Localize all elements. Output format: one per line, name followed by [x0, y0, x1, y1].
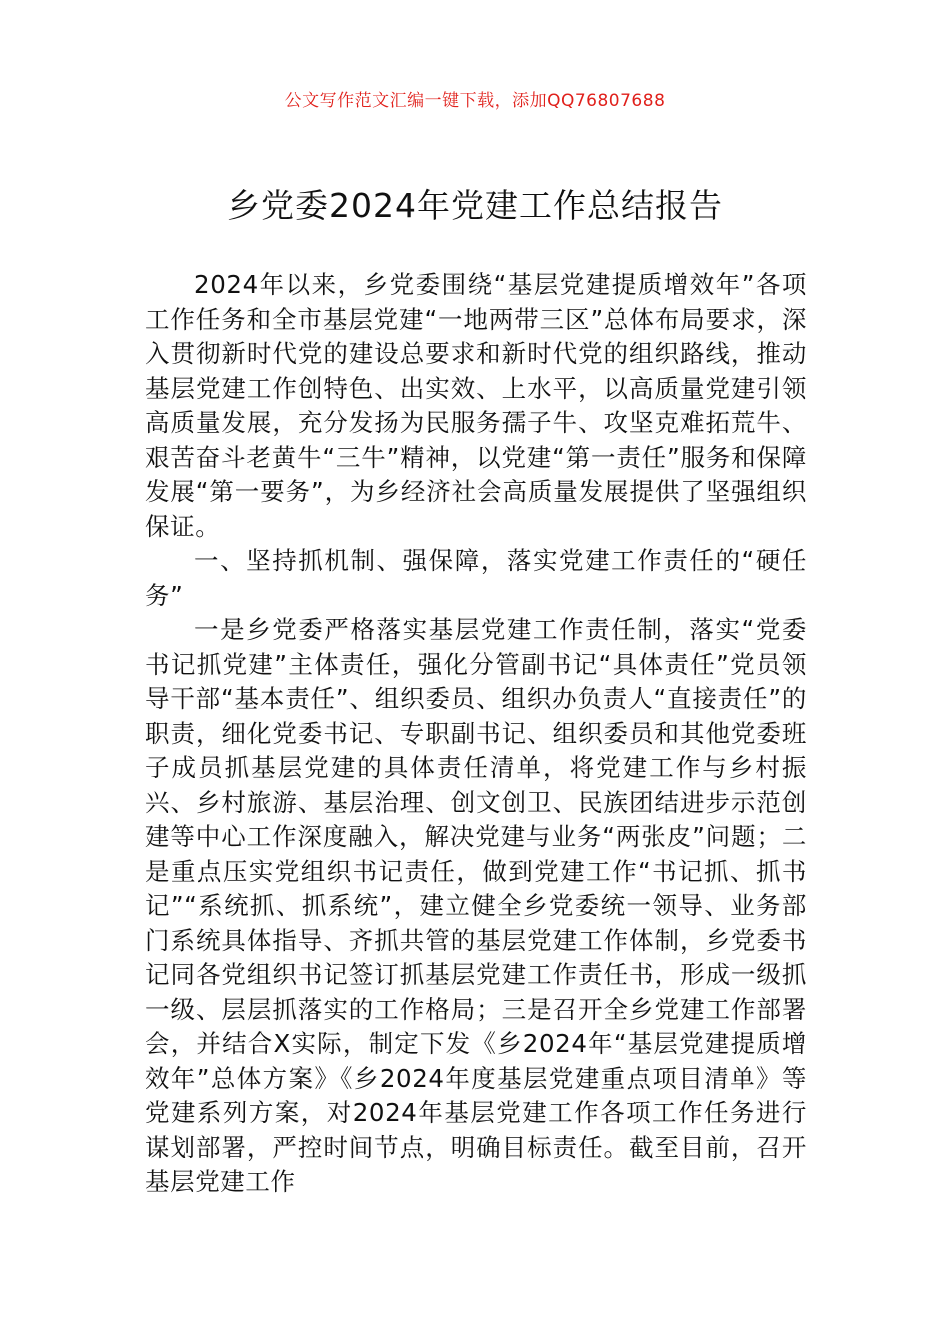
- section-heading-1: 一、坚持抓机制、强保障，落实党建工作责任的“硬任务”: [145, 546, 807, 610]
- header-download-note[interactable]: 公文写作范文汇编一键下载，添加QQ76807688: [284, 91, 666, 111]
- paragraph-section-1: 一是乡党委严格落实基层党建工作责任制，落实“党委书记抓党建”主体责任，强化分管副书记“具体责任”党员领导干部“基本责任”、组织委员、组织办负责人“直接责任”的职责，细化党委书记、专职副书记、组织委员和其他党委班子成员抓基层党建的具体责任清单，将党建工作与乡村振兴、乡村旅游、基层治理、创文创卫、民族团结进步示范创建等中心工作深度融入，解决党建与业务“两张皮”问题；二是重点压实党组织书记责任，做到党建工作“书记抓、抓书记”“系统抓、抓系统”，建立健全乡党委统一领导、业务部门系统具体指导、齐抓共管的基层党建工作体制，乡党委书记同各党组织书记签订抓基层党建工作责任书，形成一级抓一级、层层抓落实的工作格局；三是召开全乡党建工作部署会，并结合X实际，制定下发《乡2024年“基层党建提质增效年”总体方案》《乡2024年度基层党建重点项目清单》等党建系列方案，对2024年基层党建工作各项工作任务进行谋划部署，严控时间节点，明确目标责任。截至目前，召开基层党建工作: [145, 615, 807, 1196]
- document-title: 乡党委2024年党建工作总结报告: [227, 186, 723, 225]
- document-body: [145, 268, 807, 1200]
- paragraph-intro: 2024年以来，乡党委围绕“基层党建提质增效年”各项工作任务和全市基层党建“一地两带三区”总体布局要求，深入贯彻新时代党的建设总要求和新时代党的组织路线，推动基层党建工作创特色、出实效、上水平，以高质量党建引领高质量发展，充分发扬为民服务孺子牛、攻坚克难拓荒牛、艰苦奋斗老黄牛“三牛”精神，以党建“第一责任”服务和保障发展“第一要务”，为乡经济社会高质量发展提供了坚强组织保证。: [145, 270, 807, 541]
